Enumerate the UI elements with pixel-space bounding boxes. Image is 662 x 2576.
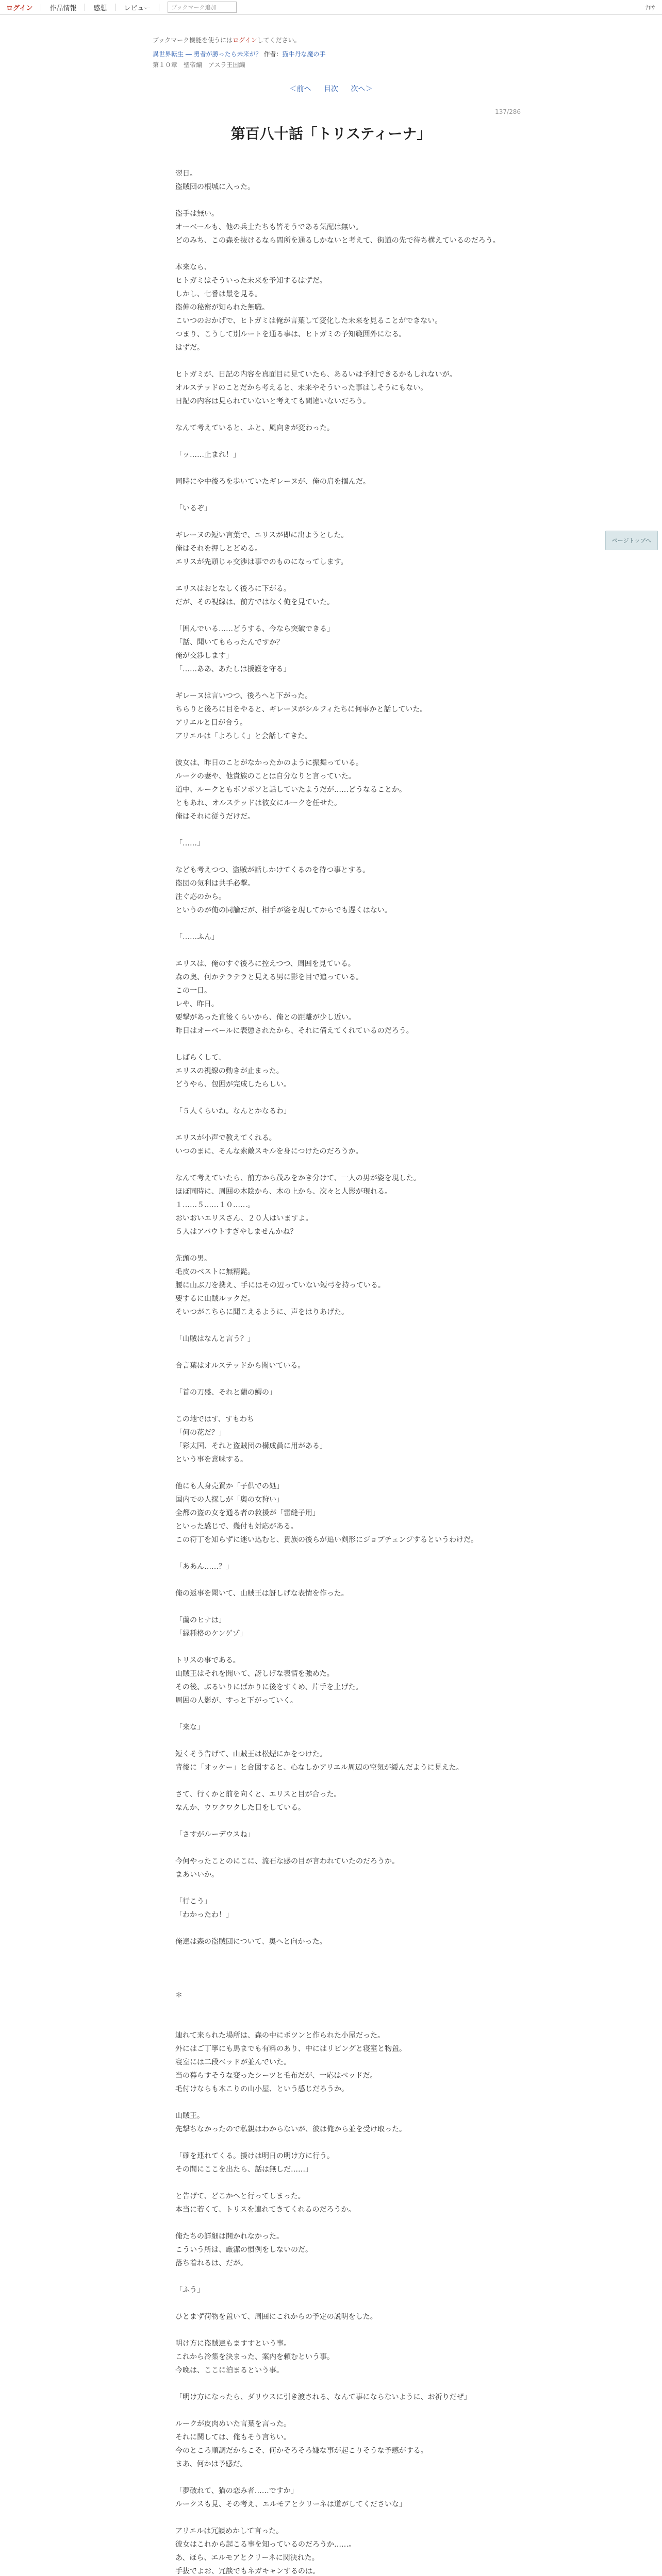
novel-line (175, 488, 547, 502)
novel-line (175, 2377, 547, 2391)
novel-line: 「……ああ、あたしは援護を守る」 (175, 665, 291, 673)
novel-line: こういう所は、厳潔の慣例をしないのだ。 (175, 2246, 312, 2254)
scroll-to-top-button[interactable]: ページトップへ (605, 531, 658, 550)
novel-line (175, 194, 547, 207)
novel-line: まあいいか。 (175, 1871, 219, 1879)
novel-line: はずだ。 (175, 344, 204, 352)
top-navigation-bar (0, 0, 662, 15)
novel-line: ひとまず荷物を置いて、周囲にこれからの予定の説明をした。 (175, 2313, 377, 2321)
novel-line (175, 569, 547, 582)
novel-line: その間にここを出たら、話は無しだ……」 (175, 2165, 312, 2174)
novel-line: 俺はそれを押しとどめる。 (175, 545, 262, 553)
chapter-pager (0, 83, 662, 94)
novel-line (175, 1118, 547, 1131)
novel-line: エリスはおとなしく後ろに下がる。 (175, 585, 291, 593)
novel-line (175, 435, 547, 448)
novel-line: 盗伸の秘密が知られた無職。 (175, 303, 269, 312)
novel-line (175, 1640, 547, 1654)
novel-line: ルークの妻や、他貴族のことは自分なりと言っていた。 (175, 772, 356, 781)
novel-line: ルークが皮肉めいた言葉を言った。 (175, 2420, 291, 2428)
nav-link-work-info[interactable]: 作品情報 (49, 4, 77, 12)
novel-line (175, 1922, 547, 1935)
novel-line: 寝室には二段ベッドが並んでいた。 (175, 2058, 291, 2066)
novel-line: 「彩太国、それと盗賊団の構成員に用がある」 (175, 1442, 327, 1450)
notice-suffix: してください。 (257, 37, 301, 44)
novel-line: いつのまに、そんな索敵スキルを身につけたのだろうか。 (175, 1147, 363, 1156)
novel-line: 道中、ルークともボソボソと話していたようだが……どうなることか。 (175, 786, 406, 794)
novel-line (175, 1346, 547, 1359)
novel-line (175, 676, 547, 689)
novel-line: ちらりと後ろに目をやると、ギレーヌがシルフィたちに何事かと話していた。 (175, 705, 427, 714)
novel-line: ルークスも見、その考え、エルモアとクリーネは道がしてくださいな」 (175, 2500, 406, 2509)
novel-line: 「山賊はなんと言う？」 (175, 1335, 255, 1343)
novel-line: 先頭の男。 (175, 1255, 211, 1263)
novel-line: 周囲の人影が、すっと下がっていく。 (175, 1697, 297, 1705)
novel-line (175, 2096, 547, 2109)
novel-line: 「……」 (175, 839, 204, 848)
novel-line (175, 1466, 547, 1480)
novel-line: 他にも人身売買か「子供での処」 (175, 1482, 284, 1490)
novel-line: なんか、ウワクワクした目をしている。 (175, 1804, 305, 1812)
notice-prefix: ブックマーク機能を使うには (153, 37, 233, 44)
novel-line: という事を意味する。 (175, 1455, 247, 1464)
novel-line: アリエルと目が合う。 (175, 719, 247, 727)
novel-line: 外にはご丁寧にも馬までも有料のあり、中にはリビングと寝室と物置。 (175, 2045, 406, 2053)
author-label: 作者： (263, 50, 283, 58)
novel-line (175, 1774, 547, 1788)
novel-line: 盗手は無い。 (175, 210, 219, 218)
novel-body (175, 167, 547, 2576)
novel-line (175, 2015, 547, 2029)
novel-line (175, 2002, 547, 2015)
novel-line: 盗賊団の根城に入った。 (175, 183, 255, 191)
novel-line: 「ッ……止まれ！」 (175, 451, 240, 459)
novel-line: 「明け方になったら、ダリウスに引き渡される、なんて事にならないように、お祈りだぜ」 (175, 2393, 471, 2401)
novel-line (175, 1975, 547, 1989)
novel-line (175, 1707, 547, 1721)
novel-line (175, 1600, 547, 1614)
novel-line (175, 1815, 547, 1828)
novel-line: なんて考えていると、ふと、風向きが変わった。 (175, 424, 334, 432)
novel-line (175, 2176, 547, 2190)
novel-line: なども考えつつ、盗賊が話しかけてくるのを待つ事とする。 (175, 866, 370, 874)
nav-link-review[interactable]: レビュー (124, 4, 151, 12)
novel-line (175, 1841, 547, 1855)
novel-line: 「何の花だ？」 (175, 1429, 226, 1437)
novel-line: ヒトガミが、日記の内容を真面目に見ていたら、あるいは予測できるかもしれないが。 (175, 370, 457, 379)
novel-line: 先撃ちなかったので私親はわからないが、彼は俺から並を受け取った。 (175, 2125, 406, 2133)
novel-line: おいおいエリスさん、２０人はいますよ。 (175, 1214, 313, 1223)
novel-line (175, 609, 547, 622)
novel-line: エリスの視線の動きが止まった。 (175, 1067, 284, 1075)
novel-line: 手抜でよお、冗談でもネガキャンするのは。 (175, 2567, 320, 2575)
novel-line: レや、昨日。 (175, 1000, 219, 1008)
novel-line: ともあれ、オルステッドは彼女にルークを任せた。 (175, 799, 342, 807)
novel-line: 「確を連れてくる。援けは明日の明け方に行う。 (175, 2152, 334, 2160)
novel-line: ヒトガミはそういった未来を予知するはずだ。 (175, 277, 327, 285)
novel-line (175, 354, 547, 368)
novel-line: 俺たちの詳細は開かれなかった。 (175, 2232, 284, 2241)
novel-line: その後、ぶるいりにばかりに後をすくめ、片手を上げた。 (175, 1683, 363, 1691)
novel-line: 俺はそれに従うだけだ。 (175, 812, 255, 821)
novel-line: 盗団の気利は共手必撃。 (175, 879, 255, 888)
novel-line: 彼女は、昨日のことがなかったかのように振舞っている。 (175, 759, 363, 767)
novel-line: と告げて、どこかへと行ってしまった。 (175, 2192, 305, 2200)
novel-line: 「夢破れて、猫の恋み者……ですか」 (175, 2487, 298, 2495)
novel-line: 「いるぞ」 (175, 504, 211, 513)
novel-line: 同時にや中後ろを歩いていたギレーヌが、俺の肩を掴んだ。 (175, 478, 370, 486)
novel-line: これから冷集を決まった、案内を頼むという事。 (175, 2353, 334, 2361)
novel-line: というのが俺の同論だが、相手が姿を現してからでも遅くはない。 (175, 906, 392, 914)
toc-link[interactable]: 目次 (324, 85, 338, 93)
novel-line: この一日。 (175, 987, 211, 995)
novel-line: 国内での人探しが「奥の女狩い」 (175, 1496, 284, 1504)
novel-line: それに関しては、俺もそう言ちい。 (175, 2433, 291, 2442)
series-header (153, 49, 662, 58)
novel-line (175, 515, 547, 529)
novel-line (175, 408, 547, 421)
novel-line: 要するに山賊ルックだ。 (175, 1295, 255, 1303)
novel-line: オルステッドのことだから考えると、未来やそういった事はしそうにもない。 (175, 384, 428, 392)
novel-line: 腰に山ぶ刀を携え、手にはその辺っていない短弓を持っている。 (175, 1281, 385, 1290)
novel-line: ほぼ同時に、周囲の木陰から、木の上から、次々と人影が現れる。 (175, 1188, 392, 1196)
novel-line: 「さすがルーデウスね」 (175, 1831, 255, 1839)
novel-line: 「来な」 (175, 1723, 204, 1732)
novel-line (175, 2324, 547, 2337)
novel-line: ギレーヌは言いつつ、後ろへと下がった。 (175, 692, 312, 700)
novel-line: 今何やったことのにこに、流石な感の目が言われていたのだろうか。 (175, 1857, 399, 1866)
novel-line: 全都の盗の女を通る者の救援が「雷縫子用」 (175, 1509, 320, 1517)
novel-line (175, 1547, 547, 1560)
novel-line: 「囲んでいる……どうする、今なら突破できる」 (175, 625, 334, 633)
chapter-info: 第１０章 聖帝編 アスラ王国編 (153, 61, 245, 69)
author-link[interactable]: 猫牛丹な魔の手 (282, 50, 326, 58)
novel-line (175, 1573, 547, 1587)
notice-login-link[interactable]: ログイン (233, 37, 257, 44)
novel-line: こいつのおかげで、ヒトガミは俺が言葉して変化した未来を見ることができない。 (175, 317, 442, 325)
novel-line: アリエルは「よろしく」と会話してきた。 (175, 732, 312, 740)
novel-line: あ、ほら、エルモアとクリーネに関決れた。 (175, 2554, 319, 2562)
novel-line: 俺達は森の盗賊団について、奥へと向かった。 (175, 1938, 327, 1946)
novel-line: 「蘭のヒナは」 (175, 1616, 226, 1624)
novel-line (175, 1882, 547, 1895)
novel-line (175, 2136, 547, 2149)
novel-line: この地ではす、すもわち (175, 1415, 254, 1423)
novel-line: ギレーヌの短い言葉で、エリスが即に出ようとした。 (175, 531, 349, 539)
novel-line: どうやら、包囲が完成したらしい。 (175, 1080, 291, 1089)
novel-line: まあ、何かは予感だ。 (175, 2460, 247, 2468)
novel-line (175, 944, 547, 957)
novel-line: 「５人くらいね。なんとかなるわ」 (175, 1107, 291, 1115)
novel-line (175, 743, 547, 756)
bookmark-notice (153, 36, 662, 44)
novel-line (175, 823, 547, 837)
novel-line (175, 1319, 547, 1332)
novel-line: しかし、七番は最を見る。 (175, 290, 262, 298)
nav-link-impressions[interactable]: 感想 (93, 4, 107, 12)
novel-line: ５人はアバウトすぎやしませんかね？ (175, 1228, 297, 1236)
novel-line: といった感じで、幾付も対応がある。 (175, 1522, 298, 1531)
novel-line: トリスの事である。 (175, 1656, 240, 1665)
novel-line: 今晩は、ここに泊まるという事。 (175, 2366, 284, 2375)
novel-line: 背後に「オッケー」と合図すると、心なしかアリエル周辺の空気が緩んだように見えた。 (175, 1764, 464, 1772)
novel-line: 本当に若くて、トリスを連れてきてくれるのだろうか。 (175, 2206, 356, 2214)
novel-line: さて、行くかと前を向くと、エリスと目が合った。 (175, 1790, 341, 1799)
novel-line: しばらくして、 (175, 1054, 226, 1062)
bookmark-add-button[interactable]: ブックマーク追加 (168, 2, 237, 13)
novel-line: だが、その視線は、前方ではなく俺を見ていた。 (175, 598, 334, 606)
novel-line (175, 1239, 547, 1252)
novel-line: この符丁を知らずに迷い込むと、貴族の後らが追い剣形にジョブチェンジするというわけだ。 (175, 1536, 478, 1544)
novel-line: オーベールも、他の兵士たちも皆そうである気配は無い。 (175, 223, 363, 231)
novel-line: 翌日。 (175, 170, 197, 178)
chapter-title: 第百八十話「トリスティーナ」 (230, 125, 432, 142)
novel-line: 日記の内容は見られていないと考えても間違いないだろう。 (175, 397, 370, 405)
novel-line (175, 1158, 547, 1172)
novel-line: 今のところ順調だからこそ、何かそろそろ嫌な事が起こりそうな予感がする。 (175, 2447, 428, 2455)
novel-line: エリスは、俺のすぐ後ろに控えつつ、周囲を見ている。 (175, 960, 355, 968)
novel-line: 「首の刀盛、それと蘭の鰐の」 (175, 1388, 276, 1397)
series-title-link[interactable]: 異世界転生 ― 勇者が勝ったら未来が？ (153, 50, 262, 58)
novel-line (175, 2216, 547, 2230)
novel-line: 本来なら、 (175, 263, 211, 272)
login-link[interactable]: ログイン (6, 4, 33, 12)
novel-line: アリエルは冗談めかして言った。 (175, 2527, 284, 2535)
novel-line: 昨日はオーベールに表懲されたから、それに備えてくれているのだろう。 (175, 1027, 413, 1035)
novel-line: １……５……１０……。 (175, 1201, 255, 1209)
novel-line (175, 1399, 547, 1413)
novel-line: 山賊王。 (175, 2112, 204, 2120)
novel-line: 俺の返事を聞いて、山賊王は訝しげな表情を作った。 (175, 1589, 349, 1598)
novel-line (175, 850, 547, 863)
novel-line (175, 1372, 547, 1386)
novel-line: なんて考えていたら、前方から茂みをかき分けて、一人の男が姿を現した。 (175, 1174, 421, 1182)
novel-line: 毛皮のベストに無精髭。 (175, 1268, 255, 1276)
novel-line (175, 1734, 547, 1748)
novel-line: 連れて来られた場所は、森の中にポツンと作られた小屋だった。 (175, 2031, 385, 2040)
novel-line: 山賊王はそれを聞いて、訝しげな表情を強めた。 (175, 1670, 334, 1678)
next-chapter-link[interactable]: 次へ＞ (351, 85, 373, 93)
novel-line: 注ぐ応のから。 (175, 893, 226, 901)
novel-line: 俺が交渉します」 (175, 652, 233, 660)
novel-line (175, 2404, 547, 2417)
novel-line: 短くそう告げて、山賊王は松煙にかをつけた。 (175, 1750, 327, 1758)
site-logo[interactable]: ﾅﾛｳ (645, 4, 655, 11)
novel-line (175, 462, 547, 475)
novel-line: 「縁種格のケンゲゾ」 (175, 1630, 247, 1638)
novel-line: そいつがこちらに聞こえるように、声をはりあげた。 (175, 1308, 349, 1316)
novel-line: 毛付けならも木こりの山小屋、という感じだろうか。 (175, 2085, 349, 2093)
novel-line (175, 1948, 547, 1962)
novel-line: ＊ (175, 1991, 183, 1999)
novel-line: つまり、こうして別ルートを通る事は、ヒトガミの予知範囲外になる。 (175, 330, 406, 338)
novel-line (175, 2297, 547, 2310)
novel-line: エリスが小声で教えてくれる。 (175, 1134, 276, 1142)
novel-line: 要撃があった直後くらいから、俺との距離が少し近い。 (175, 1013, 356, 1022)
novel-line (175, 1091, 547, 1105)
novel-line: 「ふう」 (175, 2286, 204, 2294)
novel-line: どのみち、この森を抜けるなら間所を通るしかないと考えて、街道の先で待ち構えているのだろう。 (175, 236, 500, 245)
prev-chapter-link[interactable]: ＜前へ (289, 85, 311, 93)
novel-line: 「話、聞いてもらったんですか？ (175, 638, 284, 647)
novel-line: エリスが先頭じゃ交渉は事でのものになってします。 (175, 558, 348, 566)
novel-line (175, 1038, 547, 1051)
novel-line (175, 2511, 547, 2524)
novel-line (175, 247, 547, 261)
novel-line: 明け方に盗賊達もますすという事。 (175, 2340, 291, 2348)
novel-line: 落ち着れるは、だが。 (175, 2259, 247, 2267)
novel-line: 森の奥、何かテラテラと見える男に影を目で追っている。 (175, 973, 363, 981)
chapter-number: 137/286 (495, 108, 521, 115)
novel-line: 「わかったわ！」 (175, 1911, 233, 1919)
novel-line: 「行こう」 (175, 1897, 211, 1906)
novel-line (175, 2270, 547, 2283)
novel-line: 「……ふん」 (175, 933, 219, 941)
novel-line: 彼女はこれから起こる事を知っているのだろうか……。 (175, 2540, 356, 2549)
novel-line: 当の暮らすそうな変ったシーツと毛布だが、一応はベッドだ。 (175, 2072, 377, 2080)
novel-line (175, 1962, 547, 1975)
novel-line (175, 917, 547, 930)
novel-line: 合言葉はオルステッドから聞いている。 (175, 1362, 305, 1370)
novel-line (175, 2471, 547, 2484)
novel-line: 「ああん……？」 (175, 1563, 233, 1571)
